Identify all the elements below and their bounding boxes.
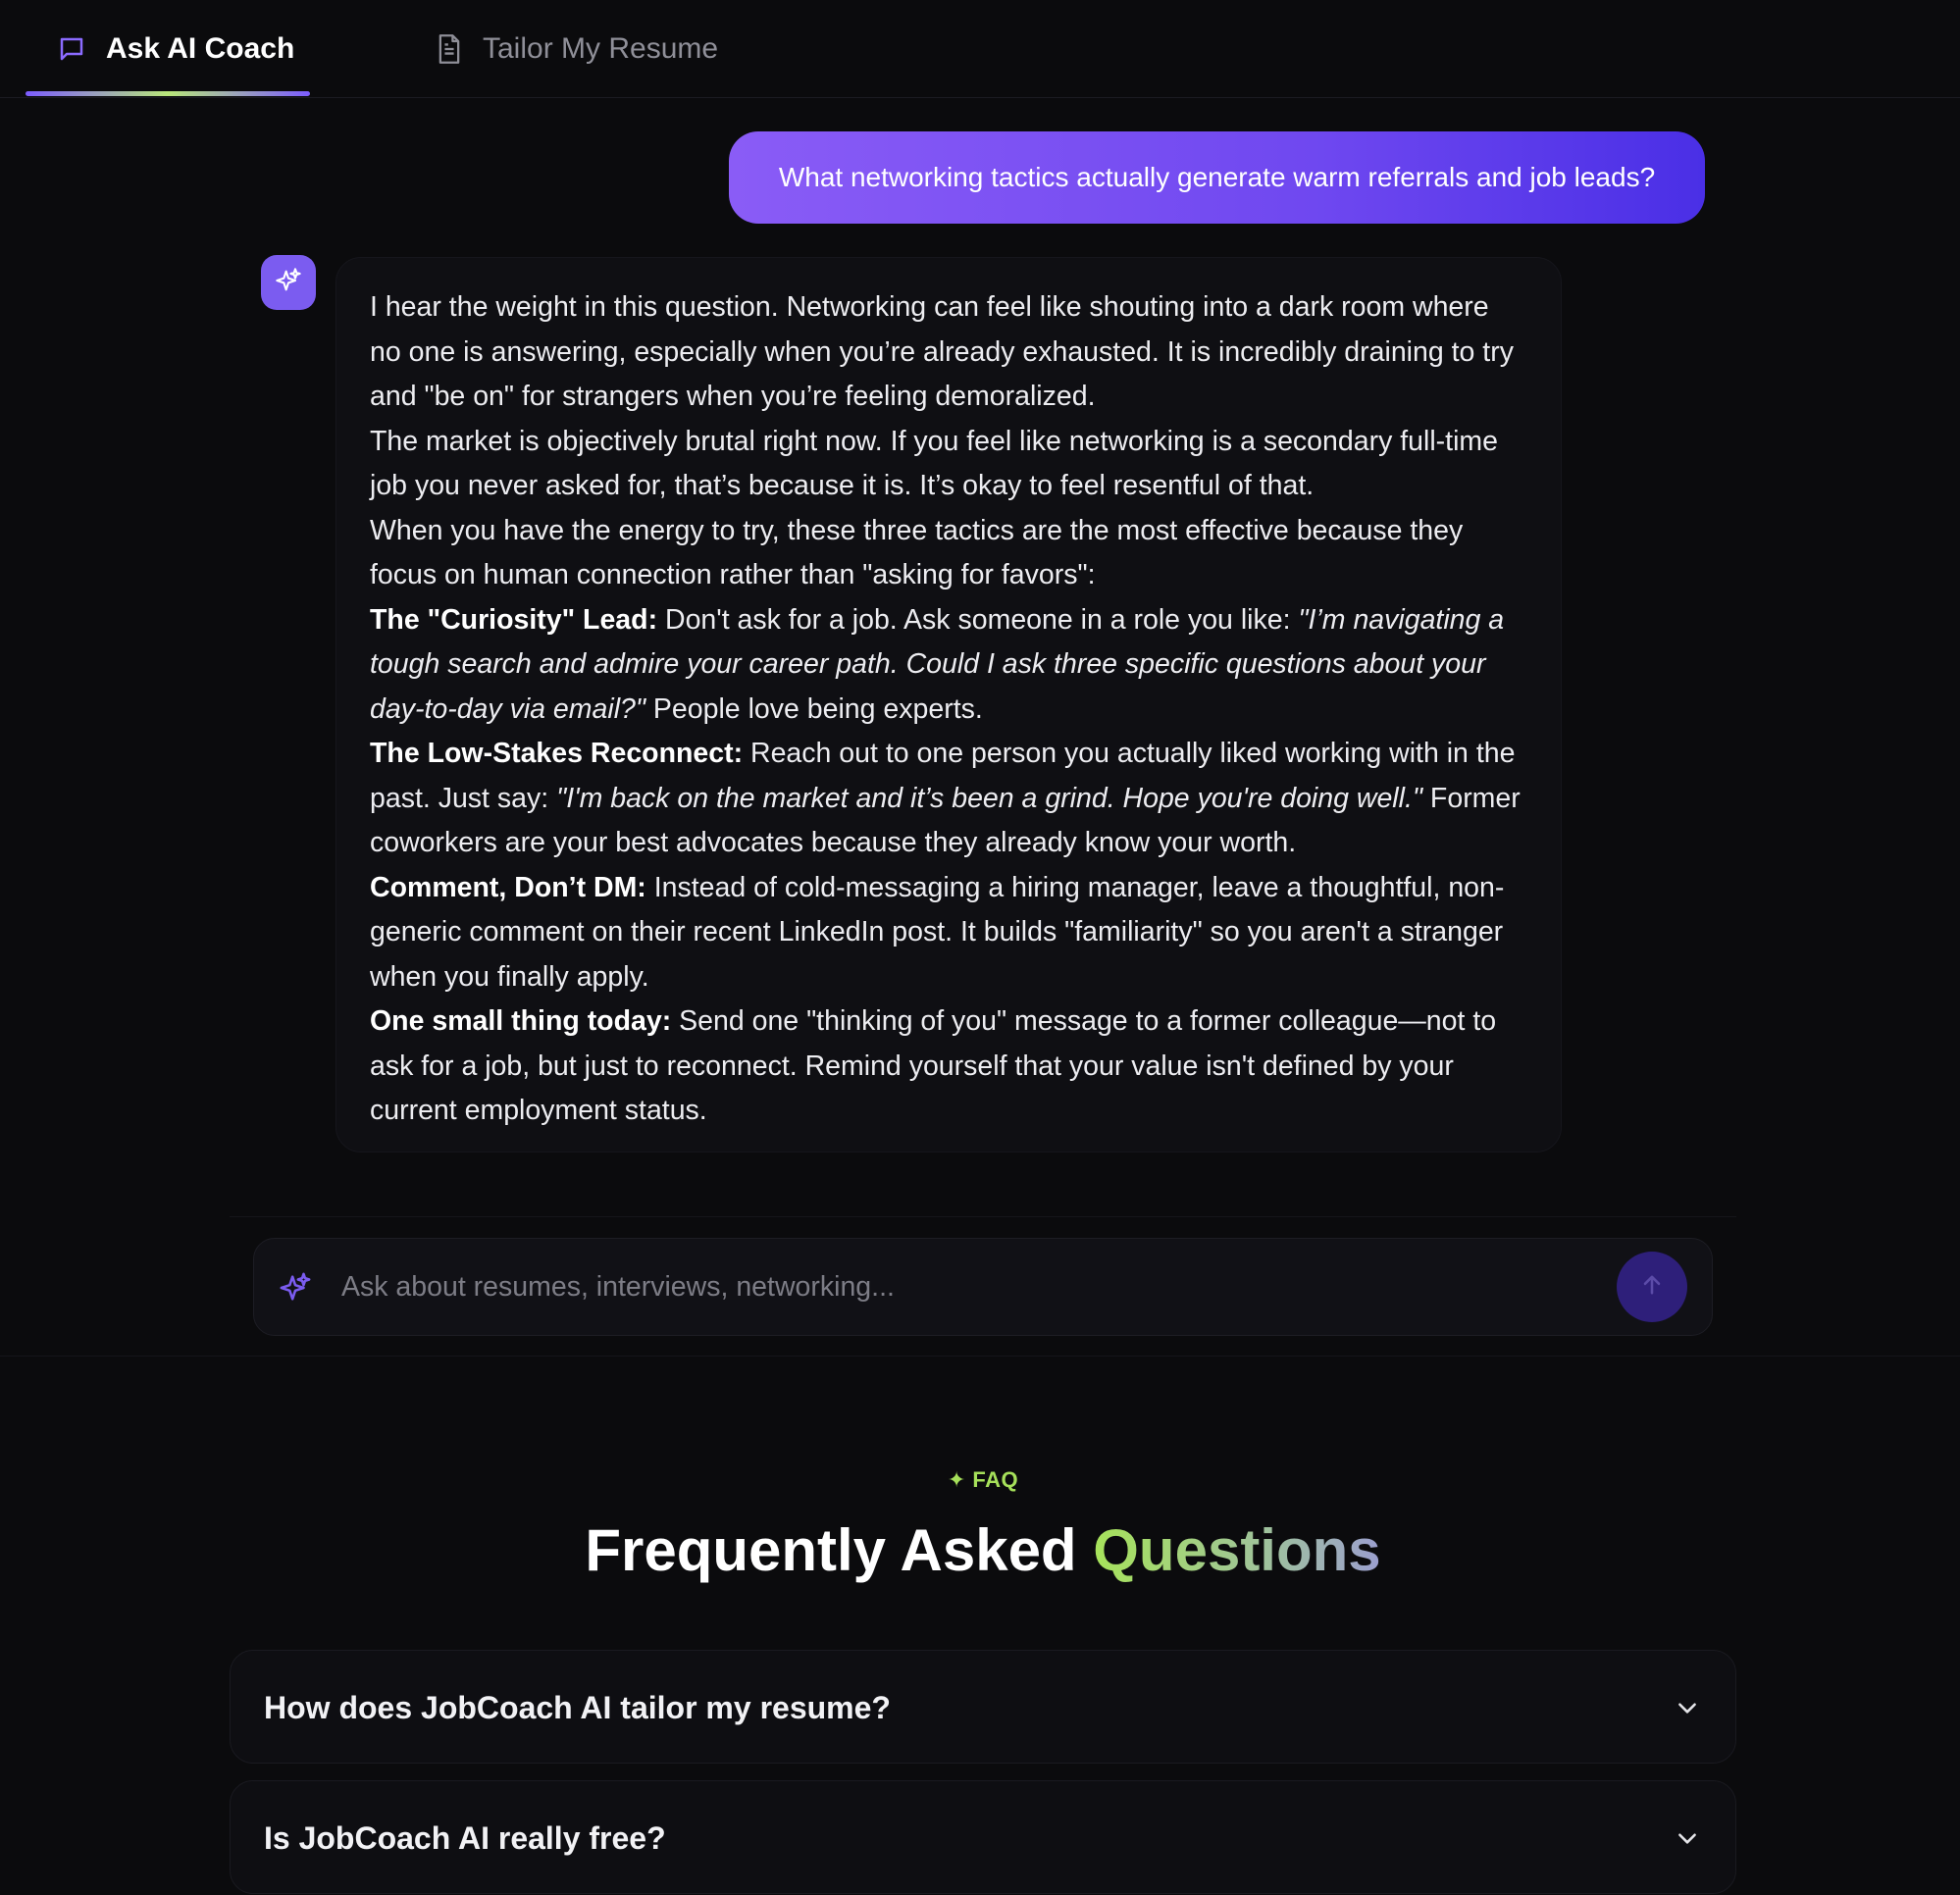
chevron-down-icon (1675, 1695, 1700, 1725)
ai-paragraph-intro: I hear the weight in this question. Networking can feel like shouting into a dark room where no one is answering, especially when you’re already exhausted. It is incredibly draining to try and "be on" for strangers when you’re feeling demoralized. (370, 291, 1514, 412)
tactic-after: People love being experts. (645, 692, 983, 725)
tactic-after: Former coworkers are your best advocates because they already know your worth. (370, 782, 1521, 858)
faq-item[interactable] (230, 1780, 1736, 1894)
sparkle-icon (279, 1271, 312, 1309)
ai-tactic-curiosity (370, 598, 1527, 733)
faq-question: How does JobCoach AI tailor my resume? (264, 1689, 891, 1725)
chat-bubble-icon (57, 34, 86, 64)
tactic-label: The "Curiosity" Lead: (370, 603, 658, 636)
arrow-up-icon (1638, 1271, 1666, 1304)
ai-paragraph-tactics-intro: When you have the energy to try, these three tactics are the most effective because they focus on human connection rather than "asking for favors": (370, 514, 1464, 590)
tactic-label: Comment, Don’t DM: (370, 871, 646, 903)
ai-avatar (261, 255, 316, 310)
ai-tactic-reconnect (370, 732, 1527, 866)
active-tab-indicator (26, 91, 310, 96)
document-icon (436, 33, 463, 65)
faq-title-main: Frequently Asked (585, 1517, 1094, 1583)
tab-tailor-my-resume[interactable] (436, 0, 718, 98)
tab-bar (0, 0, 1960, 98)
tactic-quote: "I'm back on the market and it’s been a grind. Hope you're doing well." (556, 782, 1423, 814)
chat-input[interactable] (341, 1257, 1587, 1316)
ai-message-card (335, 257, 1562, 1152)
faq-question: Is JobCoach AI really free? (264, 1819, 666, 1856)
user-message-text: What networking tactics actually generate warm referrals and job leads? (778, 162, 1656, 192)
tactic-quote: "I’m navigating a tough search and admire your career path. Could I ask three specific questions about your day-to-day via email?" (370, 603, 1505, 725)
tactic-text: Send one "thinking of you" message to a former colleague—not to ask for a job, but just to reconnect. Remind yourself that your value isn't defined by your current employment status. (370, 1005, 1497, 1126)
tactic-label: The Low-Stakes Reconnect: (370, 738, 744, 769)
tactic-text: Instead of cold-messaging a hiring manager, leave a thoughtful, non-generic comment on their recent LinkedIn post. It builds "familiarity" so you aren't a stranger when you finally apply. (370, 871, 1505, 993)
tab-ask-ai-coach[interactable] (57, 0, 294, 98)
tactic-text: Don't ask for a job. Ask someone in a role you like: (657, 603, 1299, 636)
ai-paragraph-market: The market is objectively brutal right now. If you feel like networking is a secondary full-time job you never asked for, that’s because it is. It’s okay to feel resentful of that. (370, 425, 1499, 501)
tactic-label: One small thing today: (370, 1005, 672, 1037)
ai-small-thing-today (370, 999, 1527, 1134)
faq-item[interactable] (230, 1650, 1736, 1764)
sparkle-icon (275, 267, 302, 299)
tab-label: Ask AI Coach (106, 32, 295, 65)
section-divider (0, 1356, 1960, 1357)
ai-tactic-comment (370, 866, 1527, 1000)
faq-eyebrow: ✦ FAQ (947, 1467, 1019, 1492)
tab-label: Tailor My Resume (483, 32, 719, 65)
user-message-bubble (729, 131, 1705, 224)
send-button[interactable] (1617, 1252, 1687, 1322)
faq-title-accent: Questions (1093, 1517, 1381, 1583)
tactic-text: Reach out to one person you actually liked working with in the past. Just say: (370, 738, 1516, 814)
faq-title (0, 1516, 1960, 1584)
chevron-down-icon (1675, 1825, 1700, 1856)
